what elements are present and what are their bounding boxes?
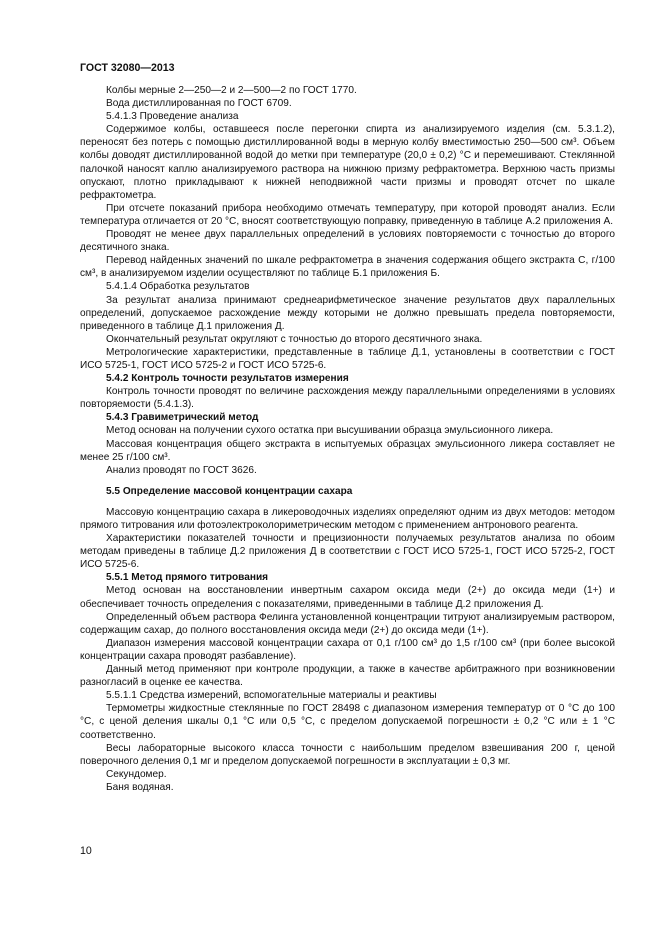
document-header: ГОСТ 32080—2013 <box>80 62 175 74</box>
paragraph: Проводят не менее двух параллельных определений в условиях повторяемости с точностью до второго десятичного знака. <box>80 229 615 254</box>
section-heading: 5.5 Определение массовой концентрации сахара <box>106 485 353 497</box>
paragraph: Термометры жидкостные стеклянные по ГОСТ 28498 с диапазоном измерения температур от 0 °С до 100 °С, с ценой деления шкалы 0,1 °С или 0,5 °С, с пределом допускаемой погрешности ± 0,2 °С или ± 1 °С соответственно. <box>80 703 615 741</box>
paragraph: Контроль точности проводят по величине расхождения между параллельными определениями в условиях повторяемости (5.4.1.3). <box>80 386 615 411</box>
paragraph: Баня водяная. <box>106 781 174 793</box>
subsection-heading: 5.4.1.4 Обработка результатов <box>106 281 250 293</box>
paragraph: Анализ проводят по ГОСТ 3626. <box>106 464 257 476</box>
section-heading: 5.4.3 Гравиметрический метод <box>106 412 259 424</box>
paragraph: Вода дистиллированная по ГОСТ 6709. <box>106 98 292 110</box>
paragraph: Данный метод применяют при контроле продукции, а также в качестве арбитражного при возникновении разногласий в оценке ее качества. <box>80 664 615 689</box>
subsection-heading: 5.5.1.1 Средства измерений, вспомогательные материалы и реактивы <box>106 690 437 702</box>
paragraph: Колбы мерные 2—250—2 и 2—500—2 по ГОСТ 1770. <box>106 85 357 96</box>
paragraph: Массовая концентрация общего экстракта в испытуемых образцах эмульсионного ликера составляет не менее 25 г/100 см³. <box>80 438 615 463</box>
page-number: 10 <box>80 845 92 857</box>
paragraph: Диапазон измерения массовой концентрации сахара от 0,1 г/100 см³ до 1,5 г/100 см³ (при более высокой концентрации сахара проводят разбавление). <box>80 637 615 662</box>
paragraph: При отсчете показаний прибора необходимо отмечать температуру, при которой проводят анализ. Если температура отличается от 20 °С, вносят соответствующую поправку, приведенную в таблице А.2 приложения А. <box>80 202 615 227</box>
paragraph: Определенный объем раствора Фелинга установленной концентрации титруют анализируемым раствором, содержащим сахар, до полного восстановления оксида меди (2+) до оксида меди (1+). <box>80 611 615 636</box>
paragraph: Характеристики показателей точности и прецизионности получаемых результатов анализа по обоим методам приведены в таблице Д.2 приложения Д в соответствии с ГОСТ ИСО 5725-1, ГОСТ ИСО 5725-2, ГОСТ ИСО 5725-6. <box>80 533 615 571</box>
paragraph: Метод основан на получении сухого остатка при высушивании образца эмульсионного ликера. <box>106 425 554 437</box>
paragraph: За результат анализа принимают среднеарифметическое значение результатов двух параллельных определений, допускаемое расхождение между которыми не должно превышать предела повторяемости, приведенного в таблице Д.1 приложения Д. <box>80 294 615 332</box>
document-body <box>80 84 615 794</box>
section-heading: 5.4.2 Контроль точности результатов измерения <box>106 373 349 385</box>
paragraph: Содержимое колбы, оставшееся после перегонки спирта из анализируемого изделия (см. 5.3.1.2), переносят без потерь с помощью дистиллированной воды в мерную колбу вместимостью 250—500 см³. Объем колбы доводят дистиллированной водой до метки при температуре (20,0 ± 0,2) °С и перемешивают. Стеклянной палочкой наносят каплю анализируемого раствора на нижнюю призму рефрактометра. Верхнюю часть призмы опускают, плотно прикладывают к нижней неподвижной части призмы и проводят отсчет по шкале рефрактометра. <box>80 124 615 201</box>
subsection-heading: 5.4.1.3 Проведение анализа <box>106 111 239 123</box>
section-heading: 5.5.1 Метод прямого титрования <box>106 572 269 584</box>
paragraph: Массовую концентрацию сахара в ликероводочных изделиях определяют одним из двух методов: методом прямого титрования или фотоэлектроколориметрическим методом с применением антронового реагента. <box>80 506 615 531</box>
paragraph: Окончательный результат округляют с точностью до второго десятичного знака. <box>106 333 483 345</box>
paragraph: Метрологические характеристики, представленные в таблице Д.1, установлены в соответствии с ГОСТ ИСО 5725-1, ГОСТ ИСО 5725-2 и ГОСТ ИСО 5725-6. <box>80 346 615 371</box>
paragraph: Весы лабораторные высокого класса точности с наибольшим пределом взвешивания 200 г, ценой поверочного деления 0,1 мг и пределом допускаемой погрешности в эксплуатации ± 0,3 мг. <box>80 742 615 767</box>
paragraph: Секундомер. <box>106 768 167 780</box>
paragraph: Перевод найденных значений по шкале рефрактометра в значения содержания общего экстракта С, г/100 см³, в анализируемом изделии осуществляют по таблице Б.1 приложения Б. <box>80 255 615 280</box>
paragraph: Метод основан на восстановлении инвертным сахаром оксида меди (2+) до оксида меди (1+) и обеспечивает точность определения с показателями, приведенными в таблице Д.2 приложения Д. <box>80 585 615 610</box>
